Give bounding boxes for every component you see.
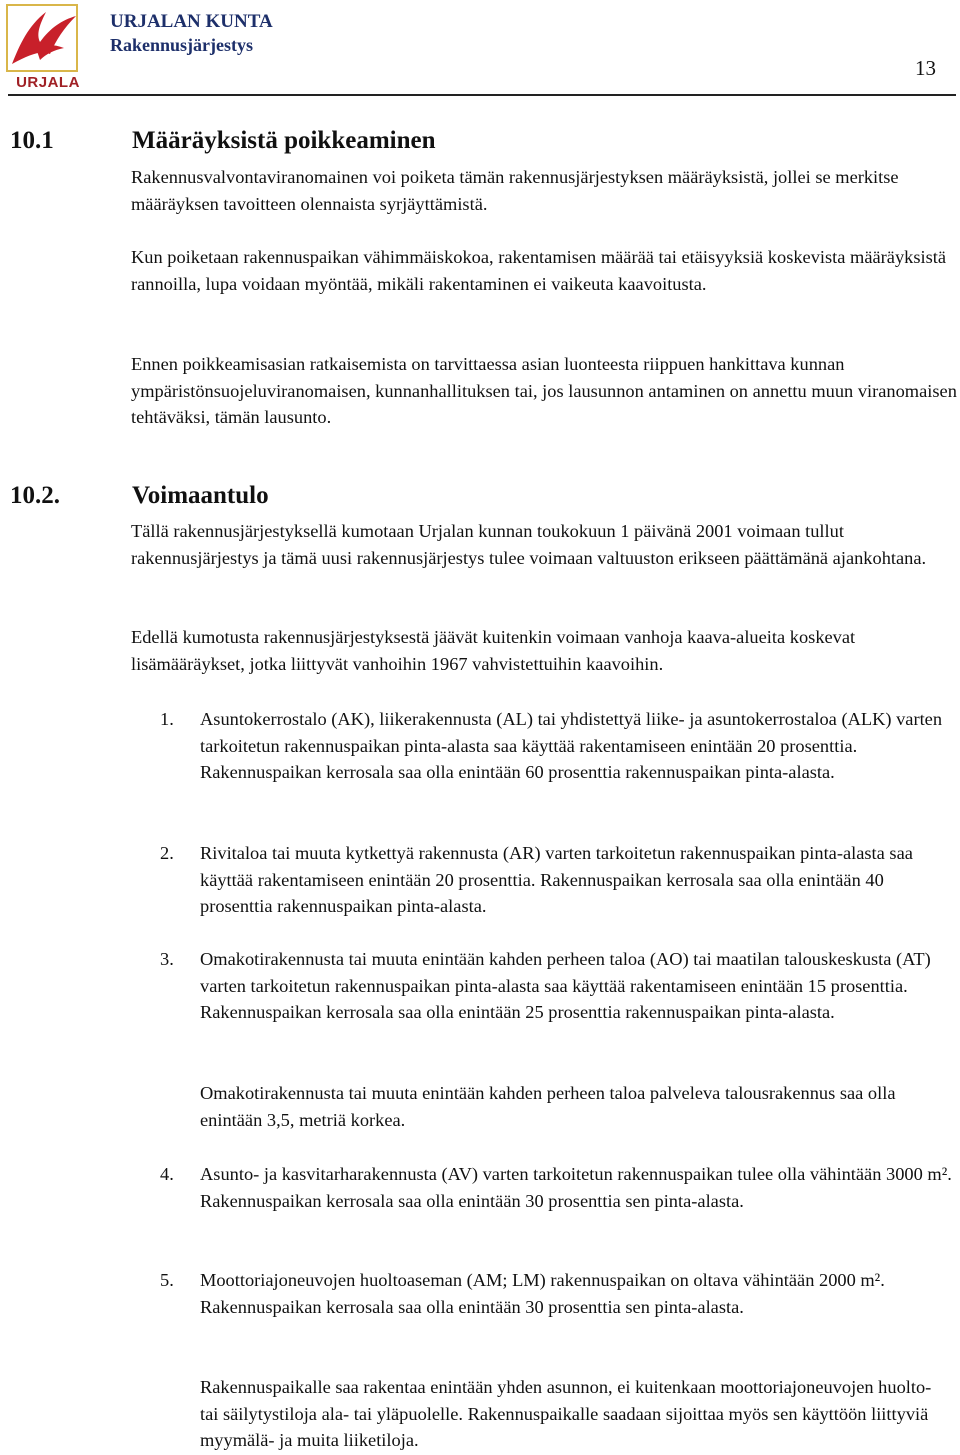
paragraph: Tällä rakennusjärjestyksellä kumotaan Urjalan kunnan toukokuun 1 päivänä 2001 voimaan tullut rakennusjärjestys ja tämä uusi rakennusjärjestys tulee voimaan valtuuston erikseen päättämänä ajankohtana.	[131, 521, 927, 568]
list-item: Moottoriajoneuvojen huoltoaseman (AM; LM) rakennuspaikan on oltava vähintään 2000 m². Rakennuspaikan kerrosala saa olla enintään 30 prosenttia sen pinta-alasta.	[200, 1270, 885, 1317]
section-title: Voimaantulo	[132, 482, 269, 509]
list-item: Asunto- ja kasvitarharakennusta (AV) varten tarkoitetun rakennuspaikan tulee olla vähintään 3000 m². Rakennuspaikan kerrosala saa olla enintään 30 prosenttia sen pinta-alasta.	[200, 1164, 952, 1211]
header-divider	[8, 94, 956, 96]
list-item-number: 1.	[160, 709, 174, 729]
list-item: Rivitaloa tai muuta kytkettyä rakennusta (AR) varten tarkoitetun rakennuspaikan pinta-alasta saa käyttää rakentamiseen enintään 20 prosenttia. Rakennuspaikan kerrosala saa olla enintään 40 prosenttia rakennuspaikan pinta-alasta.	[200, 843, 913, 916]
urjala-logo	[6, 4, 78, 92]
list-item-extra: Omakotirakennusta tai muuta enintään kahden perheen taloa palveleva talousrakennus saa olla enintään 3,5, metriä korkea.	[200, 1083, 896, 1130]
list-item: Omakotirakennusta tai muuta enintään kahden perheen taloa (AO) tai maatilan talouskeskusta (AT) varten tarkoitetun rakennuspaikan pinta-alasta saa käyttää rakentamiseen enintään 15 prosenttia. Rakennuspaikan kerrosala saa olla enintään 25 prosenttia rakennuspaikan pinta-alasta.	[200, 949, 931, 1022]
paragraph: Rakennusvalvontaviranomainen voi poiketa tämän rakennusjärjestyksen määräyksistä, jollei se merkitse määräyksen tavoitteen olennaista syrjäyttämistä.	[131, 167, 899, 214]
document-title: Rakennusjärjestys	[110, 35, 254, 55]
list-item-number: 4.	[160, 1164, 174, 1184]
organization-name: URJALAN KUNTA	[110, 11, 273, 32]
list-item-number: 5.	[160, 1270, 174, 1290]
paragraph: Kun poiketaan rakennuspaikan vähimmäiskokoa, rakentamisen määrää tai etäisyyksiä koskevista määräyksistä rannoilla, lupa voidaan myöntää, mikäli rakentaminen ei vaikeuta kaavoitusta.	[131, 247, 947, 294]
list-item-extra: Rakennuspaikalle saa rakentaa enintään yhden asunnon, ei kuitenkaan moottoriajoneuvojen huolto- tai säilytystiloja ala- tai yläpuolelle. Rakennuspaikalle saadaan sijoittaa myös sen käyttöön liittyviä myymälä- ja muita liiketiloja.	[200, 1377, 932, 1450]
section-number: 10.1	[10, 127, 54, 154]
bird-emblem-icon	[6, 4, 78, 74]
list-item: Asuntokerrostalo (AK), liikerakennusta (AL) tai yhdistettyä liike- ja asuntokerrostaloa (ALK) varten tarkoitetun rakennuspaikan pinta-alasta saa käyttää rakentamiseen enintään 20 prosenttia. Rakennuspaikan kerrosala saa olla enintään 60 prosenttia rakennuspaikan pinta-alasta.	[200, 709, 943, 782]
page-header	[0, 0, 960, 100]
page-number: 13	[915, 56, 936, 80]
section-title: Määräyksistä poikkeaminen	[132, 127, 436, 154]
list-item-number: 3.	[160, 949, 174, 969]
paragraph: Edellä kumotusta rakennusjärjestyksestä jäävät kuitenkin voimaan vanhoja kaava-alueita koskevat lisämääräykset, jotka liittyvät vanhoihin 1967 vahvistettuihin kaavoihin.	[131, 627, 856, 674]
list-item-number: 2.	[160, 843, 174, 863]
paragraph: Ennen poikkeamisasian ratkaisemista on tarvittaessa asian luonteesta riippuen hankittava kunnan ympäristönsuojeluviranomaisen, kunnanhallituksen tai, jos lausunnon antaminen on annettu muun viranomaisen tehtäväksi, tämän lausunto.	[131, 354, 957, 427]
section-number: 10.2.	[10, 482, 60, 509]
logo-wordmark: URJALA	[16, 74, 80, 91]
